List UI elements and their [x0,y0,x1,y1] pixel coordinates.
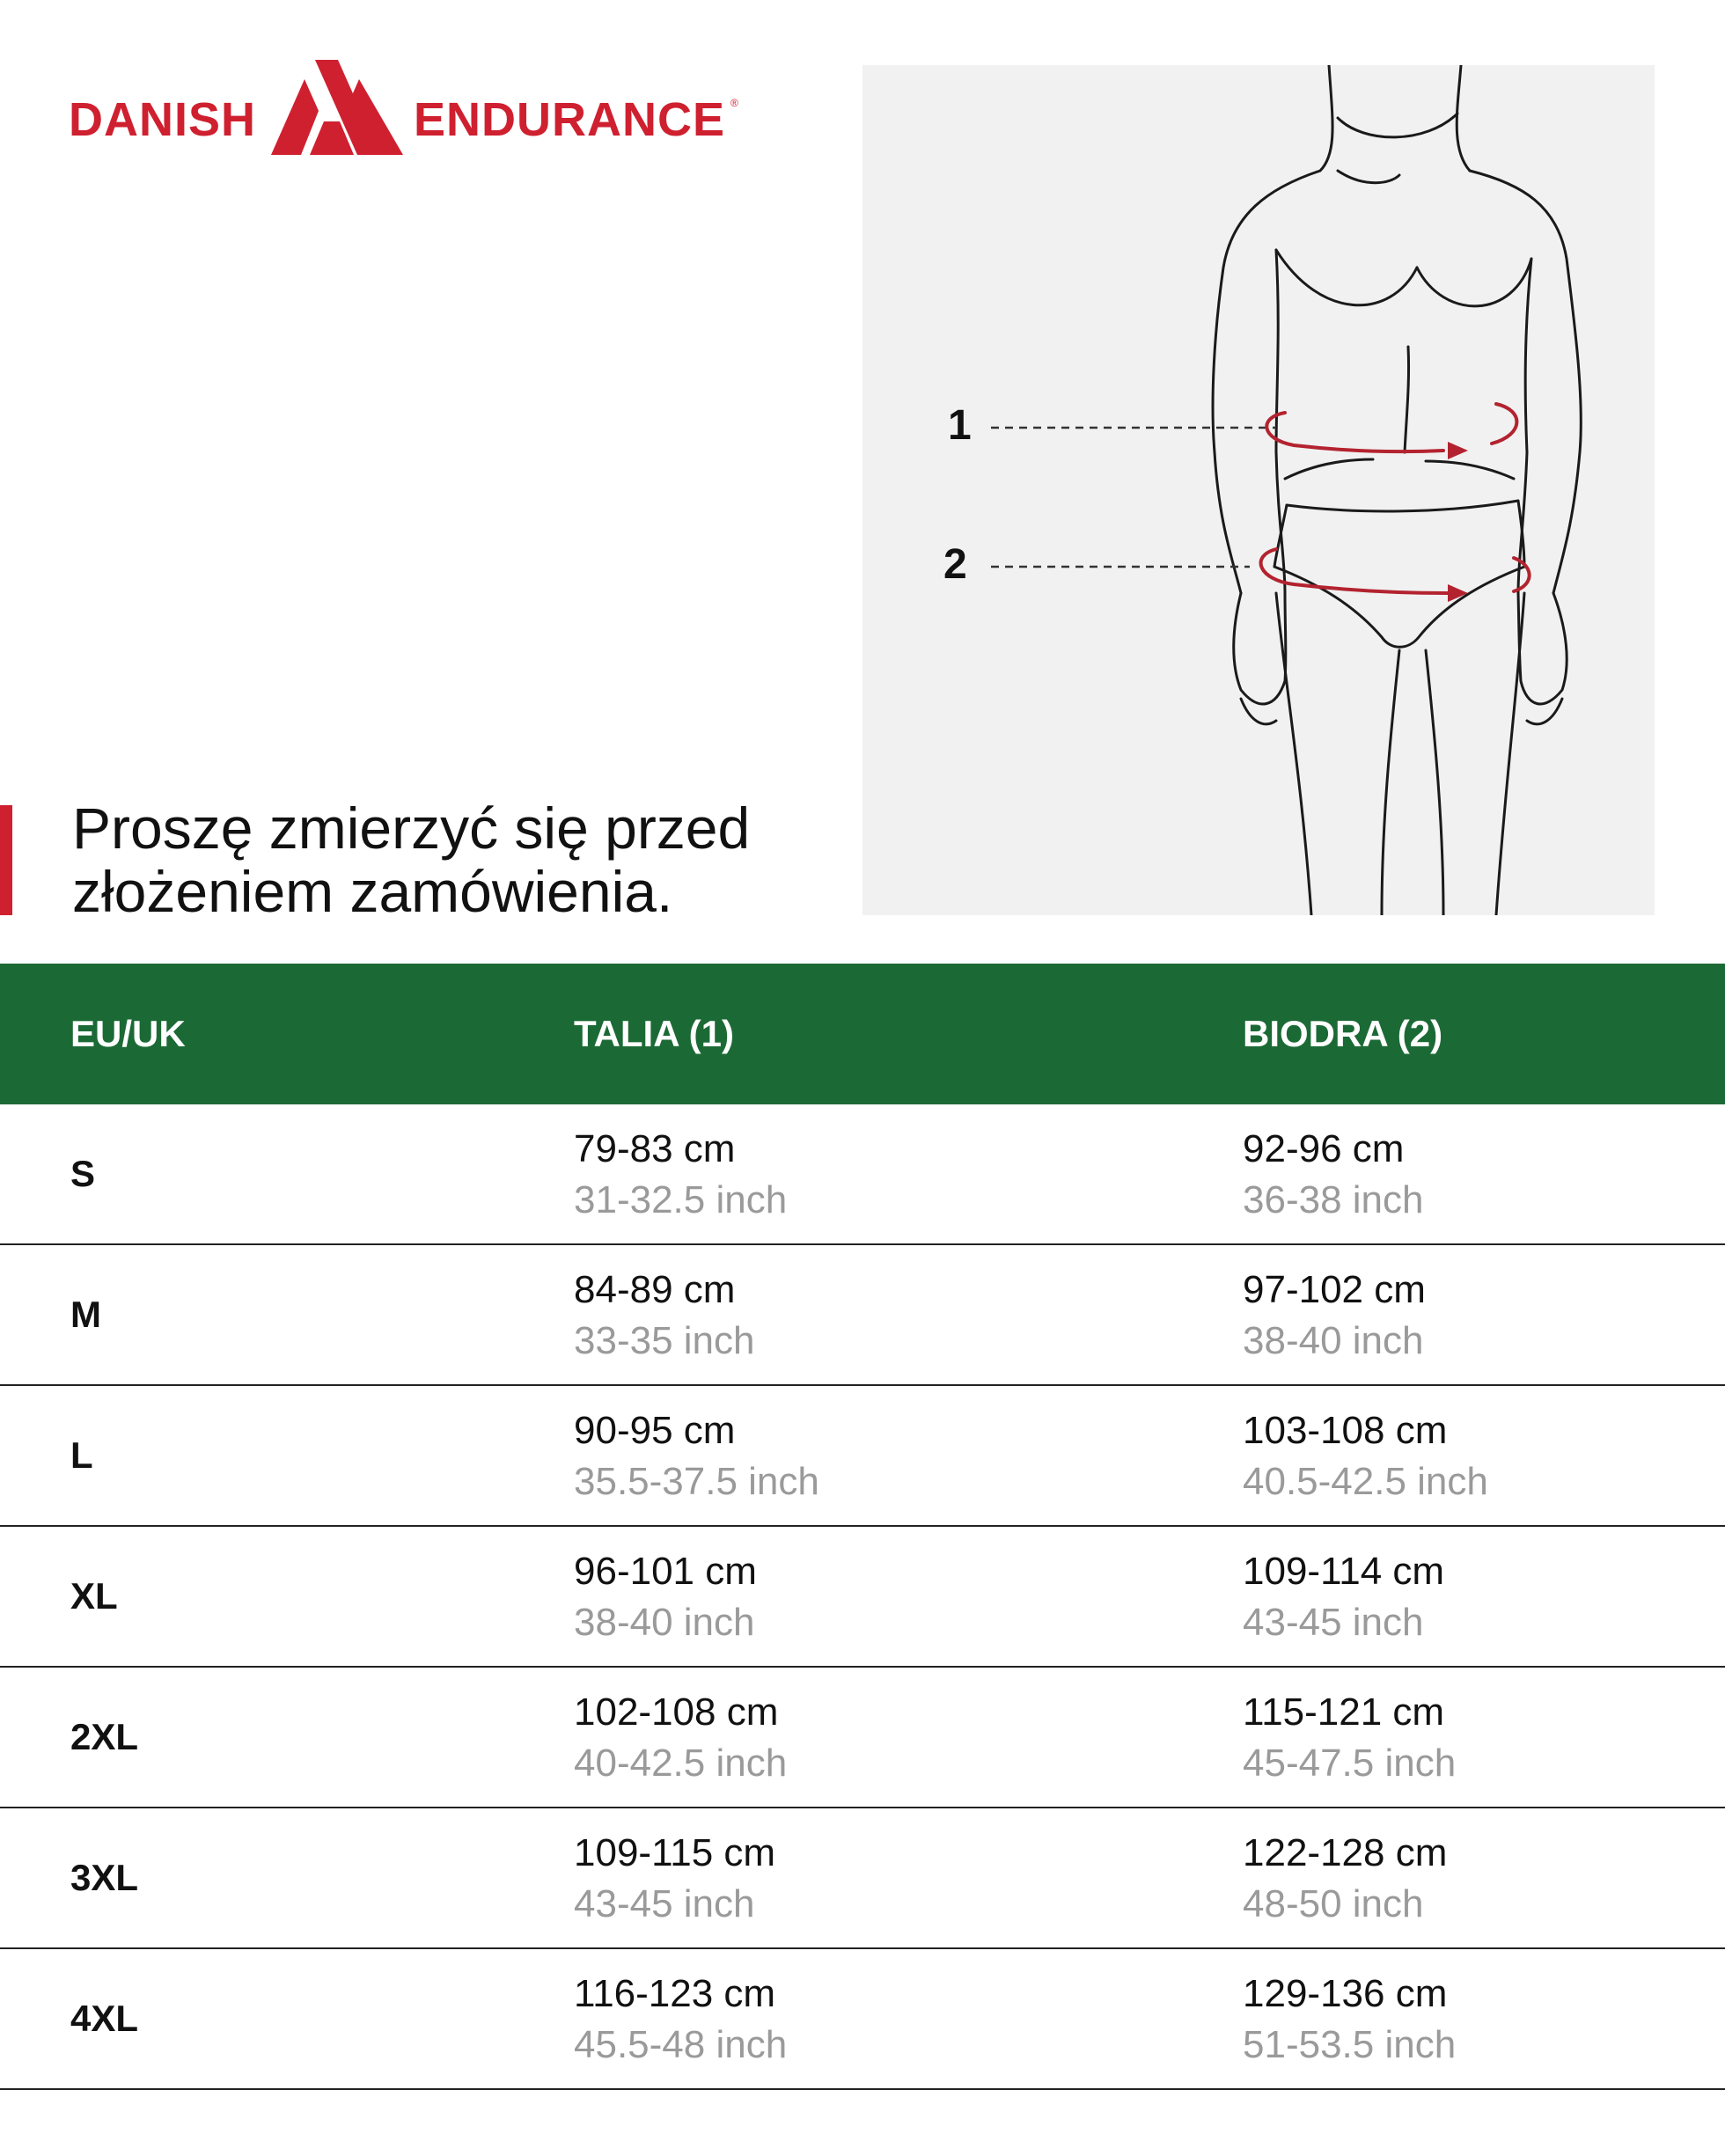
waist-inch: 43-45 inch [574,1882,755,1925]
waist-cm: 109-115 cm [574,1831,776,1874]
waist-inch: 31-32.5 inch [574,1178,788,1221]
table-row [0,1245,1725,1386]
hips-cell [1243,1124,1423,1226]
hips-cm: 97-102 cm [1243,1268,1426,1311]
hips-cm: 115-121 cm [1243,1690,1445,1734]
waist-inch: 45.5-48 inch [574,2023,788,2066]
table-row [0,1527,1725,1668]
hips-inch: 45-47.5 inch [1243,1742,1457,1785]
hips-cell [1243,1687,1456,1789]
registered-mark: ® [730,97,738,109]
hips-cell [1243,1405,1488,1507]
table-row [0,1808,1725,1949]
hips-marker-label: 2 [943,541,967,588]
waist-cm: 79-83 cm [574,1127,736,1170]
waist-cm: 96-101 cm [574,1550,757,1593]
waist-inch: 35.5-37.5 inch [574,1460,819,1503]
table-row [0,1668,1725,1808]
hips-cm: 92-96 cm [1243,1127,1405,1170]
waist-inch: 33-35 inch [574,1319,755,1362]
header-waist: TALIA (1) [574,1013,734,1054]
size-label: S [70,1153,96,1194]
size-label: 3XL [70,1857,139,1898]
mountain-logo-icon [271,60,403,155]
size-label: M [70,1294,101,1335]
size-label: 2XL [70,1716,139,1757]
hips-cm: 129-136 cm [1243,1972,1448,2015]
waist-cell [574,1969,787,2071]
hips-cm: 109-114 cm [1243,1550,1445,1593]
hips-cm: 122-128 cm [1243,1831,1448,1874]
body-outline-icon [862,65,1655,915]
hips-cell [1243,1969,1456,2071]
table-row [0,1104,1725,1245]
size-table-header [0,964,1725,1104]
size-table [0,1104,1725,2090]
size-label: 4XL [70,1998,139,2039]
brand-name-right: ENDURANCE [414,93,726,146]
size-label: L [70,1434,93,1476]
waist-cell [574,1265,754,1367]
header-size: EU/UK [70,1013,186,1054]
waist-cell [574,1828,775,1930]
hips-cm: 103-108 cm [1243,1409,1448,1452]
table-row [0,1949,1725,2090]
waist-cell [574,1124,787,1226]
hips-cell [1243,1828,1447,1930]
hips-inch: 48-50 inch [1243,1882,1424,1925]
brand-logo [69,60,746,157]
hips-cell [1243,1265,1426,1367]
waist-marker-label: 1 [948,402,972,449]
page-title: Proszę zmierzyć się przed złożeniem zamówienia. [72,796,751,924]
size-label: XL [70,1575,118,1617]
waist-cm: 84-89 cm [574,1268,736,1311]
hips-inch: 40.5-42.5 inch [1243,1460,1488,1503]
waist-cm: 102-108 cm [574,1690,779,1734]
waist-cell [574,1405,819,1507]
waist-inch: 40-42.5 inch [574,1742,788,1785]
hips-inch: 51-53.5 inch [1243,2023,1457,2066]
hips-inch: 36-38 inch [1243,1178,1424,1221]
waist-cm: 90-95 cm [574,1409,736,1452]
waist-cm: 116-123 cm [574,1972,776,2015]
waist-cell [574,1687,787,1789]
hips-inch: 43-45 inch [1243,1601,1424,1644]
table-row [0,1386,1725,1527]
body-measurement-illustration [862,65,1655,915]
hips-inch: 38-40 inch [1243,1319,1424,1362]
brand-name-left: DANISH [69,93,257,146]
hips-cell [1243,1546,1444,1648]
header-hips: BIODRA (2) [1243,1013,1443,1054]
waist-inch: 38-40 inch [574,1601,755,1644]
accent-bar [0,805,12,915]
waist-cell [574,1546,757,1648]
